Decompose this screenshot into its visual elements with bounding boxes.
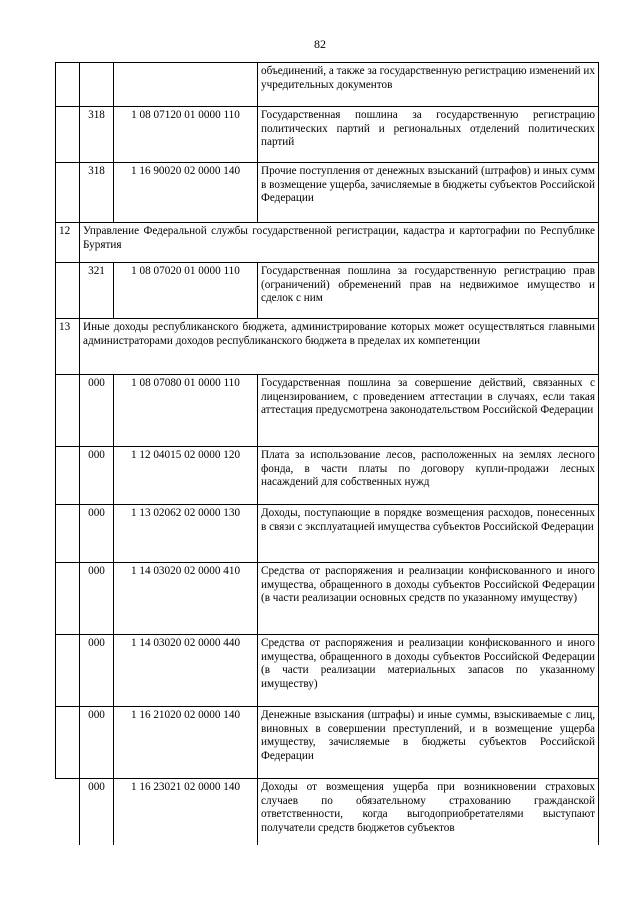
admin-code-cell: 000 xyxy=(80,707,114,779)
row-number-cell xyxy=(56,163,80,223)
admin-code-cell: 000 xyxy=(80,635,114,707)
revenue-description-cell: Государственная пошлина за государственную регистрацию прав (ограничений) обременений прав на недвижимое имущество и сделок с ним xyxy=(258,263,599,319)
row-number-cell: 12 xyxy=(56,223,80,263)
admin-code-cell: 000 xyxy=(80,375,114,447)
table-row xyxy=(56,635,599,707)
administrator-heading-cell: Управление Федеральной службы государственной регистрации, кадастра и картографии по Республике Бурятия xyxy=(80,223,599,263)
admin-code-cell: 318 xyxy=(80,107,114,163)
table-row xyxy=(56,63,599,107)
table-row xyxy=(56,375,599,447)
revenue-code-cell: 1 14 03020 02 0000 410 xyxy=(114,563,258,635)
page-number: 82 xyxy=(314,37,326,51)
row-number-cell xyxy=(56,107,80,163)
revenue-code-cell: 1 08 07120 01 0000 110 xyxy=(114,107,258,163)
table-row xyxy=(56,163,599,223)
revenue-code-cell: 1 16 21020 02 0000 140 xyxy=(114,707,258,779)
administrator-heading-cell: Иные доходы республиканского бюджета, администрирование которых может осуществляться главными администраторами доходов республиканского бюджета в пределах их компетенции xyxy=(80,319,599,375)
revenue-code-cell: 1 16 90020 02 0000 140 xyxy=(114,163,258,223)
row-number-cell xyxy=(56,505,80,563)
row-number-cell xyxy=(56,447,80,505)
revenue-description-cell: Государственная пошлина за совершение действий, связанных с лицензированием, с проведением аттестации в случаях, если такая аттестация предусмотрена законодательством Российской Федерации xyxy=(258,375,599,447)
admin-code-cell: 000 xyxy=(80,505,114,563)
revenue-code-cell: 1 08 07080 01 0000 110 xyxy=(114,375,258,447)
revenue-code-cell: 1 08 07020 01 0000 110 xyxy=(114,263,258,319)
admin-code-cell: 000 xyxy=(80,447,114,505)
revenue-description-cell: Доходы от возмещения ущерба при возникновении страховых случаев по обязательному страхованию гражданской ответственности, когда выгодоприобретателями выступают получатели средств бюджетов субъектов xyxy=(258,779,599,845)
admin-code-cell: 000 xyxy=(80,779,114,845)
table-row xyxy=(56,263,599,319)
table-row xyxy=(56,779,599,845)
table-row xyxy=(56,505,599,563)
table-row xyxy=(56,223,599,263)
revenue-description-cell: Денежные взыскания (штрафы) и иные суммы, взыскиваемые с лиц, виновных в совершении преступлений, и в возмещение ущерба имуществу, зачисляемые в бюджеты субъектов Российской Федерации xyxy=(258,707,599,779)
row-number-cell xyxy=(56,563,80,635)
row-number-cell xyxy=(56,635,80,707)
revenue-description-cell: объединений, а также за государственную регистрацию изменений их учредительных документов xyxy=(258,63,599,107)
table-row xyxy=(56,563,599,635)
table-row xyxy=(56,707,599,779)
revenue-description-cell: Плата за использование лесов, расположенных на землях лесного фонда, в части платы по договору купли-продажи лесных насаждений для собственных нужд xyxy=(258,447,599,505)
revenue-description-cell: Средства от распоряжения и реализации конфискованного и иного имущества, обращенного в доходы субъектов Российской Федерации (в части реализации основных средств по указанному имуществу) xyxy=(258,563,599,635)
row-number-cell xyxy=(56,779,80,845)
revenue-description-cell: Доходы, поступающие в порядке возмещения расходов, понесенных в связи с эксплуатацией имущества субъектов Российской Федерации xyxy=(258,505,599,563)
row-number-cell: 13 xyxy=(56,319,80,375)
revenue-code-cell: 1 16 23021 02 0000 140 xyxy=(114,779,258,845)
revenue-administrators-table xyxy=(55,62,599,845)
row-number-cell xyxy=(56,263,80,319)
row-number-cell xyxy=(56,707,80,779)
row-number-cell xyxy=(56,63,80,107)
table-row xyxy=(56,447,599,505)
revenue-description-cell: Прочие поступления от денежных взысканий (штрафов) и иных сумм в возмещение ущерба, зачисляемые в бюджеты субъектов Российской Федерации xyxy=(258,163,599,223)
admin-code-cell: 321 xyxy=(80,263,114,319)
table-row xyxy=(56,107,599,163)
revenue-code-cell: 1 12 04015 02 0000 120 xyxy=(114,447,258,505)
admin-code-cell: 000 xyxy=(80,563,114,635)
revenue-description-cell: Государственная пошлина за государственную регистрацию политических партий и региональных отделений политических партий xyxy=(258,107,599,163)
admin-code-cell xyxy=(80,63,114,107)
revenue-description-cell: Средства от распоряжения и реализации конфискованного и иного имущества, обращенного в доходы субъектов Российской Федерации (в части реализации материальных запасов по указанному имуществу) xyxy=(258,635,599,707)
table-row xyxy=(56,319,599,375)
revenue-code-cell: 1 14 03020 02 0000 440 xyxy=(114,635,258,707)
row-number-cell xyxy=(56,375,80,447)
admin-code-cell: 318 xyxy=(80,163,114,223)
revenue-code-cell xyxy=(114,63,258,107)
revenue-code-cell: 1 13 02062 02 0000 130 xyxy=(114,505,258,563)
